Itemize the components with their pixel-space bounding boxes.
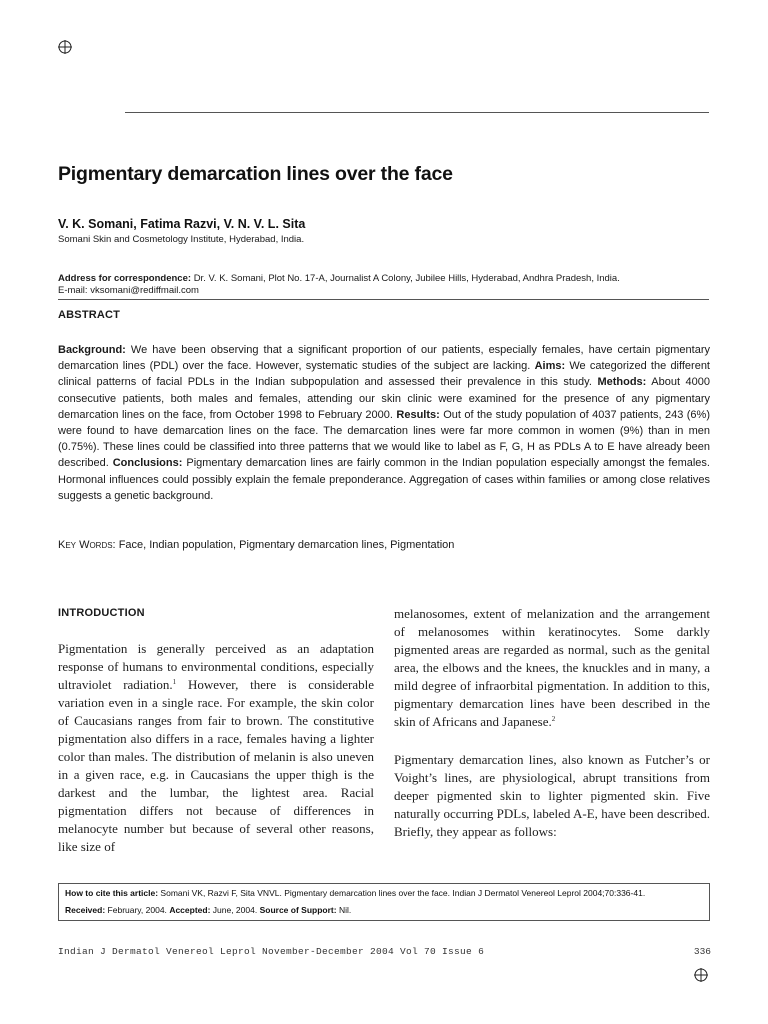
abstract-body <box>58 342 710 504</box>
registration-mark-icon <box>694 968 708 982</box>
conclusions-label: Conclusions: <box>112 457 183 470</box>
methods-text: About 4000 consecutive patients, both males and females, attending our skin clinic were examined for the presence of any pigmentary demarcation lines on the face, from October 1998 to February 2000. <box>58 376 710 421</box>
conclusions-text: Pigmentary demarcation lines are fairly common in the Indian population especially amongst the females. Hormonal influences could possibly explain the female preponderance. Aggregation of cases within families or among close relatives suggests a genetic background. <box>58 457 710 502</box>
cite-label: How to cite this article: <box>65 888 159 898</box>
intro-paragraph: Pigmentary demarcation lines, also known as Futcher’s or Voight’s lines, are physiological, abrupt transitions from deeper pigmented skin to lighter pigmented skin. Five naturally occurring PDLs, labeled A-E, have been described. Briefly, they appear as follows: <box>394 752 710 839</box>
section-rule <box>58 299 709 300</box>
intro-text: Pigmentation is generally perceived as an adaptation response of humans to environmental conditions, especially ultraviolet radiation. <box>58 641 374 692</box>
received-label: Received: <box>65 905 106 915</box>
page-number: 336 <box>693 946 711 957</box>
body-column-right <box>394 605 710 841</box>
header-rule <box>125 112 709 113</box>
correspondence-address: Dr. V. K. Somani, Plot No. 17-A, Journalist A Colony, Jubilee Hills, Hyderabad, Andhra Pradesh, India. <box>193 273 620 284</box>
support-label: Source of Support: <box>259 905 337 915</box>
introduction-heading: INTRODUCTION <box>58 607 145 619</box>
body-column-left <box>58 640 374 856</box>
article-title: Pigmentary demarcation lines over the face <box>58 163 453 185</box>
accepted-label: Accepted: <box>169 905 211 915</box>
intro-paragraph <box>394 605 710 731</box>
intro-paragraph <box>58 640 374 856</box>
accepted-date: June, 2004. <box>212 905 258 915</box>
footer-journal: Indian J Dermatol Venereol Leprol November-December 2004 Vol 70 Issue 6 <box>58 946 485 957</box>
cite-text: Somani VK, Razvi F, Sita VNVL. Pigmentary demarcation lines over the face. Indian J Dermatol Venereol Leprol 2004;70:336-41. <box>160 888 646 898</box>
keywords-text: Face, Indian population, Pigmentary demarcation lines, Pigmentation <box>118 539 455 551</box>
aims-label: Aims: <box>534 360 566 373</box>
aims-text: We categorized the different clinical patterns of facial PDLs in the Indian subpopulation and assessed their prevalence in this study. <box>58 360 710 389</box>
correspondence-block <box>58 273 710 297</box>
intro-text: However, there is considerable variation even in a single race. For example, the skin color of Caucasians ranges from fair to brown. The constitutive pigmentation also differs in a race, females having a lighter color than males. The distribution of melanin is also uneven in a given race, e.g. in Caucasians the upper thigh is the darkest and the lumbar, the lightest area. Racial pigmentation differs not because of differences in melanocyte number but because of several other reasons, like size of <box>58 677 375 854</box>
background-label: Background: <box>58 344 126 356</box>
keywords <box>58 539 710 551</box>
registration-mark-icon <box>58 40 72 54</box>
abstract-heading: ABSTRACT <box>58 309 121 321</box>
results-text: Out of the study population of 4037 patients, 243 (6%) were found to have demarcation lines on the face. The demarcation lines were far more common in women (9%) than in men (0.75%). These lines could be classified into three patterns that we would like to label as F, G, H as PDLs A to E have already been described. <box>58 408 710 470</box>
email-label: E-mail: <box>58 285 88 296</box>
support-value: Nil. <box>338 905 352 915</box>
correspondence-label: Address for correspondence: <box>58 273 192 284</box>
author-list: V. K. Somani, Fatima Razvi, V. N. V. L. Sita <box>58 217 306 231</box>
reference-1[interactable]: 1 <box>172 678 177 686</box>
results-label: Results: <box>396 408 440 421</box>
background-text: We have been observing that a significant proportion of our patients, especially females, have certain pigmentary demarcation lines (PDL) over the face. However, systematic studies of the subject are lacking. <box>58 344 711 373</box>
affiliation: Somani Skin and Cosmetology Institute, Hyderabad, India. <box>58 234 305 245</box>
keywords-label: Key Words: <box>58 539 116 551</box>
email-link[interactable]: vksomani@rediffmail.com <box>90 285 199 296</box>
citation-box <box>58 883 710 921</box>
received-date: February, 2004. <box>107 905 167 915</box>
methods-label: Methods: <box>597 376 647 389</box>
intro-text: melanosomes, extent of melanization and the arrangement of melanosomes within keratinocytes. Some darkly pigmented areas are regarded as normal, such as the genital area, the elbows and the knees, the knuckles and in many, a mild degree of infraorbital pigmentation. In addition to this, pigmentary demarcation lines have been described in the skin of Africans and Japanese. <box>394 606 710 729</box>
reference-2[interactable]: 2 <box>551 715 556 723</box>
